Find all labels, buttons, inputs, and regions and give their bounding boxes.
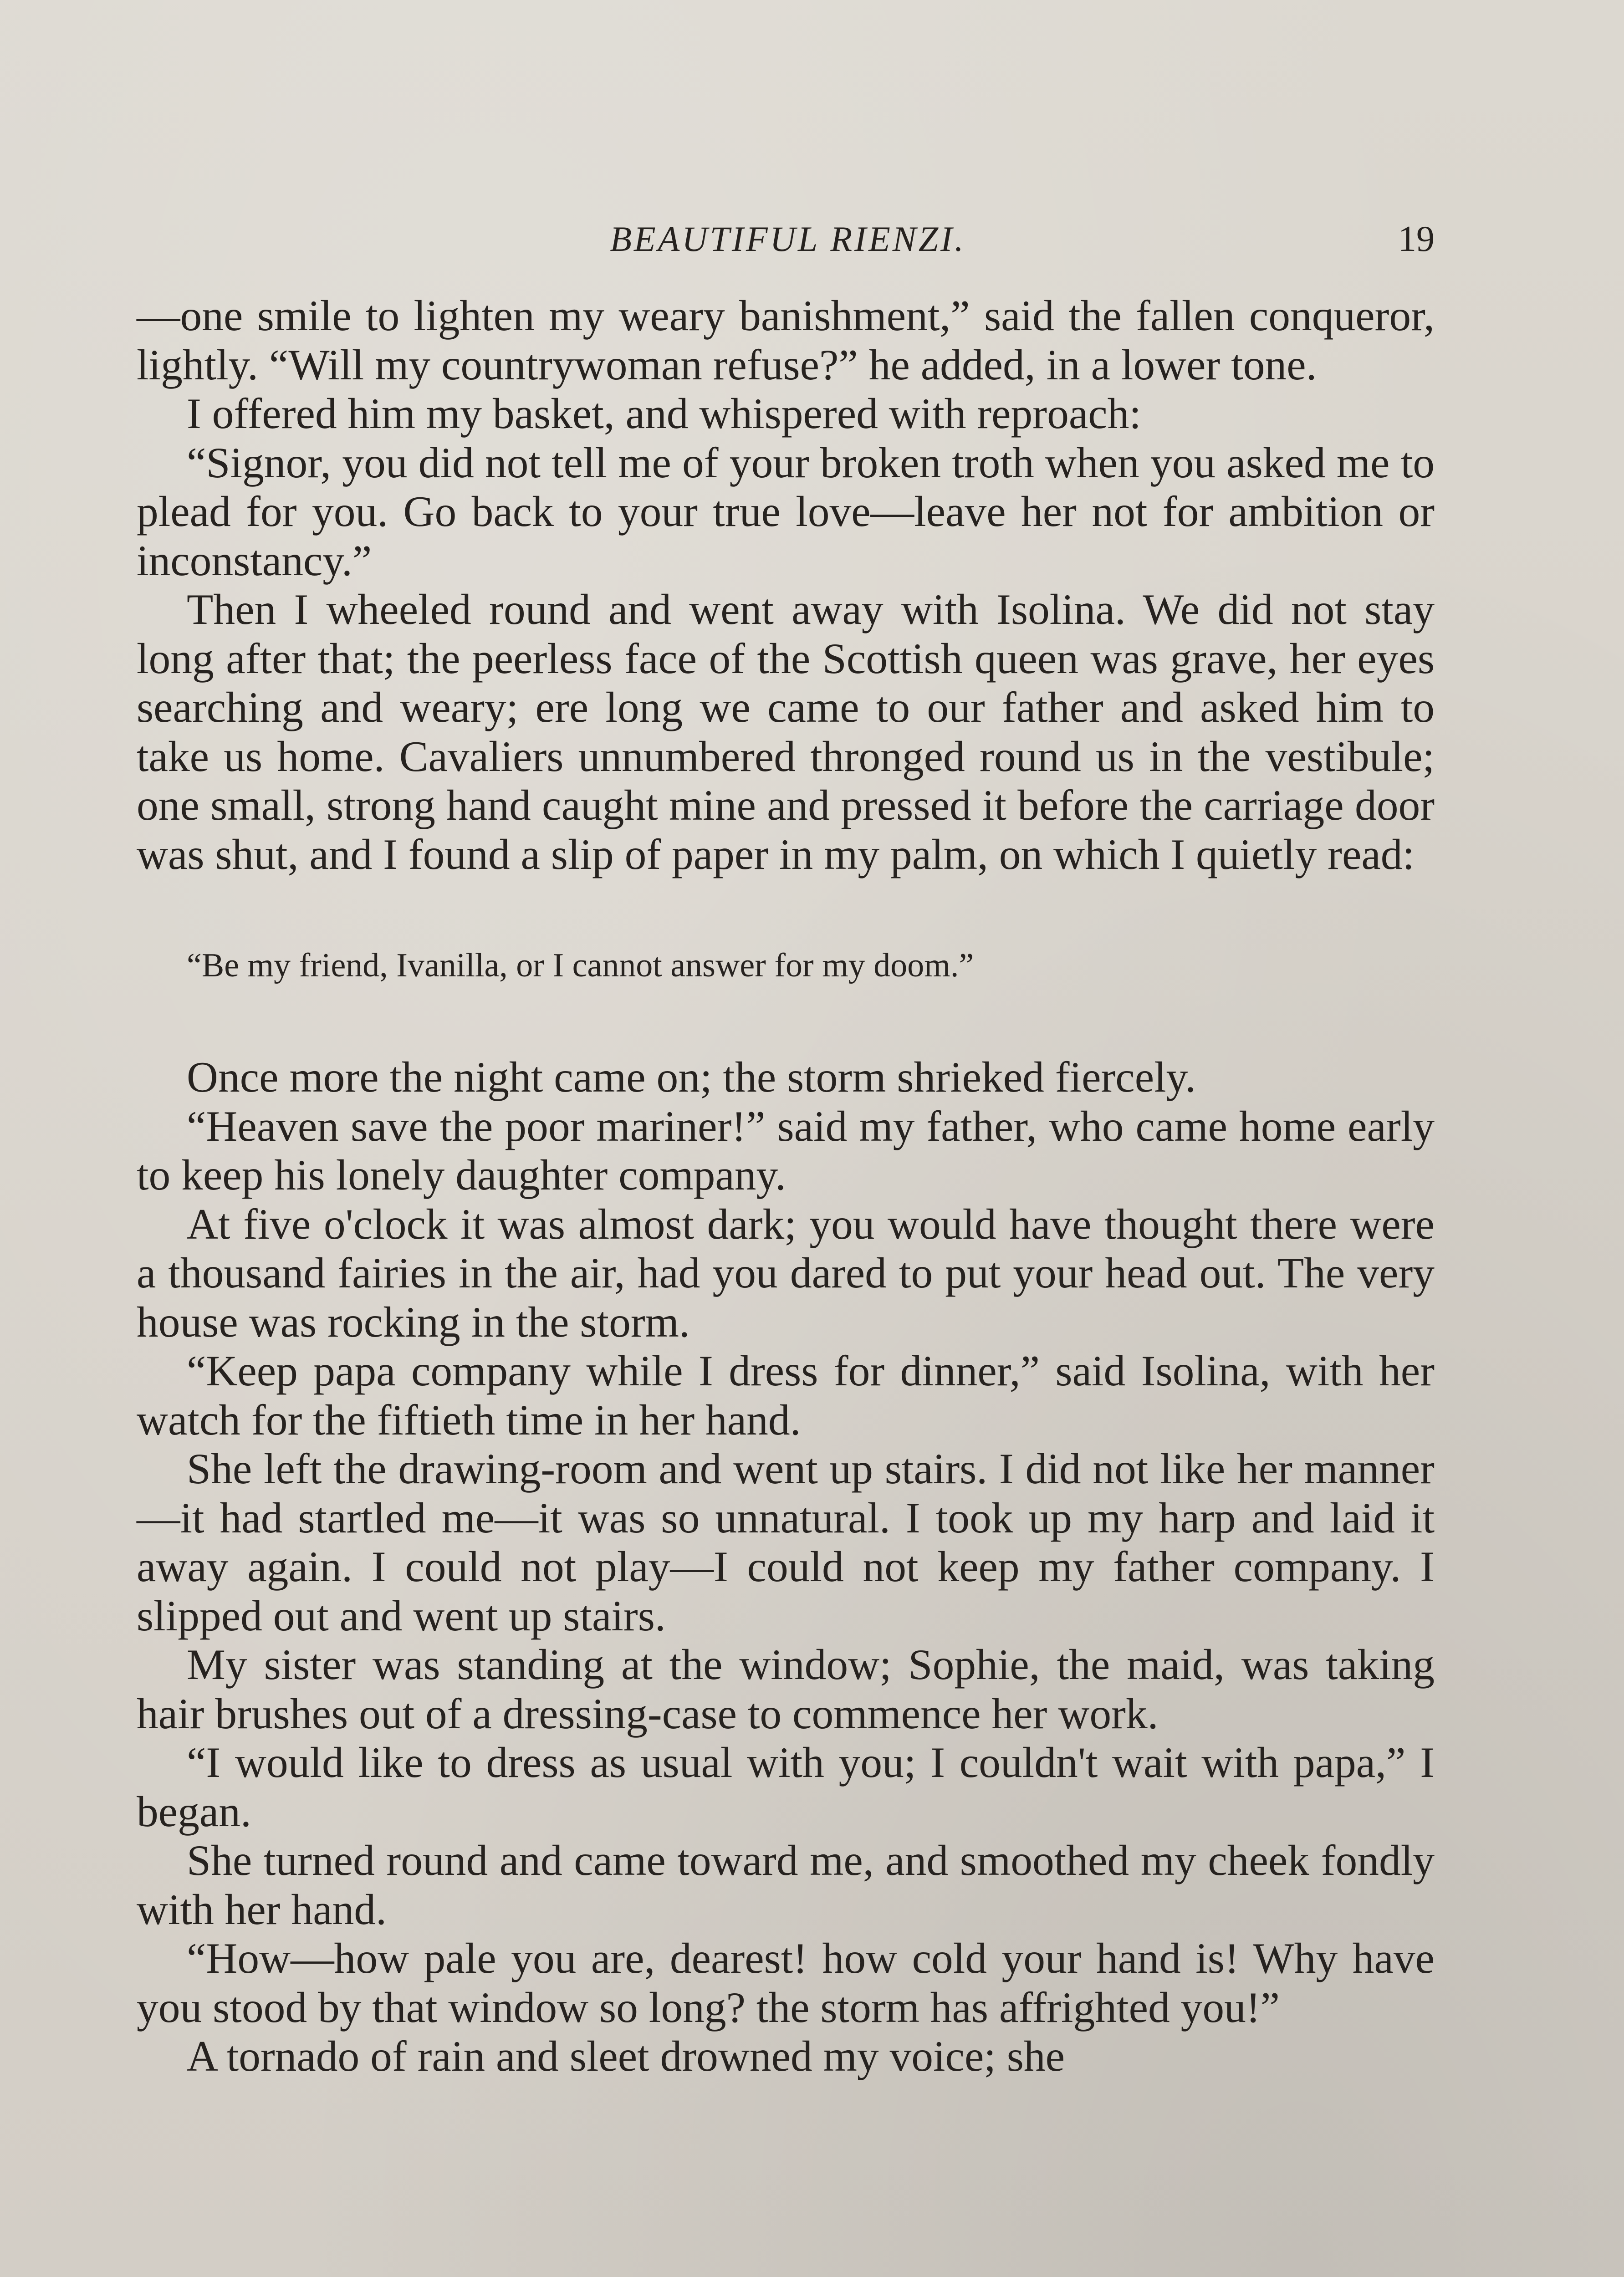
paragraph: At five o'clock it was almost dark; you would have thought there were a thousand fairies in the air, had you dared to put your head out. The very house was rocking in the storm. [137,1200,1435,1346]
quoted-note: “Be my friend, Ivanilla, or I cannot answer for my doom.” [187,947,974,984]
paragraph: She turned round and came toward me, and smoothed my cheek fondly with her hand. [137,1836,1435,1934]
paragraph: “Heaven save the poor mariner!” said my father, who came home early to keep his lonely daughter company. [137,1102,1435,1199]
paragraph: She left the drawing-room and went up stairs. I did not like her manner—it had startled me—it was so unnatural. I took up my harp and laid it away again. I could not play—I could not keep my father company. I slipped out and went up stairs. [137,1445,1435,1640]
paragraph: “Keep papa company while I dress for dinner,” said Isolina, with her watch for the fiftieth time in her hand. [137,1347,1435,1444]
page-number: 19 [1398,219,1435,259]
paragraph: —one smile to lighten my weary banishment,” said the fallen conqueror, lightly. “Will my countrywoman refuse?” he added, in a lower tone. [137,291,1435,389]
paragraph: “How—how pale you are, dearest! how cold your hand is! Why have you stood by that window so long? the storm has affrighted you!” [137,1934,1435,2032]
running-title: BEAUTIFUL RIENZI. [610,219,966,259]
paragraph: Once more the night came on; the storm shrieked fiercely. [187,1053,1196,1101]
paragraph: A tornado of rain and sleet drowned my voice; she [187,2032,1065,2080]
paragraph: “I would like to dress as usual with you; I couldn't wait with papa,” I began. [137,1738,1435,1836]
page-header [141,214,1435,264]
paragraph: Then I wheeled round and went away with Isolina. We did not stay long after that; the peerless face of the Scottish queen was grave, her eyes searching and weary; ere long we came to our father and asked him to take us home. Cavaliers unnumbered thronged round us in the vestibule; one small, strong hand caught mine and pressed it before the carriage door was shut, and I found a slip of paper in my palm, on which I quietly read: [137,585,1435,878]
paragraph: “Signor, you did not tell me of your broken troth when you asked me to plead for you. Go back to your true love—leave her not for ambition or inconstancy.” [137,438,1435,585]
body-text [137,291,1435,2081]
paragraph: I offered him my basket, and whispered with reproach: [187,389,1141,438]
paragraph: My sister was standing at the window; Sophie, the maid, was taking hair brushes out of a dressing-case to commence her work. [137,1640,1435,1738]
